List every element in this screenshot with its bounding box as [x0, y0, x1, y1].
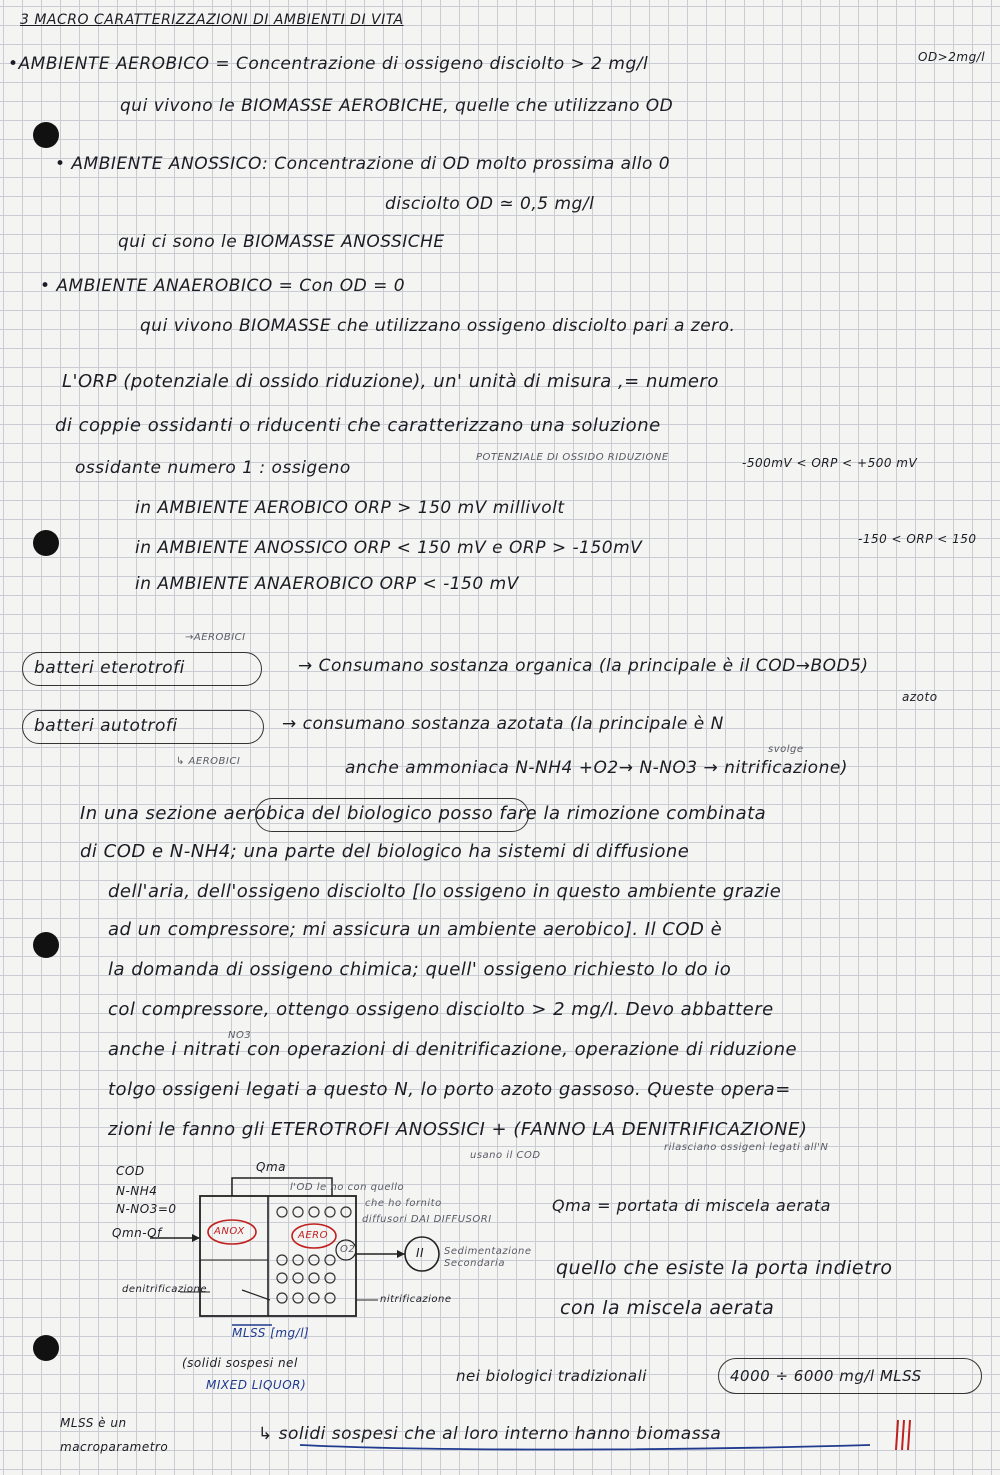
aerobici-label: →AEROBICI: [185, 632, 246, 643]
qma-line-2: quello che esiste la porta indietro: [556, 1257, 893, 1279]
denitrificazione-label: denitrificazione: [122, 1284, 207, 1295]
batteri-autotrofi-text: → consumano sostanza azotata (la principale è N: [282, 714, 724, 734]
orp-definition: L'ORP (potenziale di ossido riduzione), un' unità di misura ,= numero: [62, 371, 719, 392]
solidi-sospesi-2: MIXED LIQUOR): [206, 1378, 307, 1392]
vasca-line-3: dell'aria, dell'ossigeno disciolto [lo ossigeno in questo ambiente grazie: [108, 881, 782, 902]
orp-ossidante: ossidante numero 1 : ossigeno: [75, 458, 351, 478]
nas-note: NO3: [228, 1030, 252, 1041]
batteri-eterotrofi-label: batteri eterotrofi: [34, 658, 185, 678]
qma-line-3: con la miscela aerata: [560, 1297, 775, 1319]
aerobici-label-2: ↳ AEROBICI: [176, 756, 241, 767]
aerobico-definition: •AMBIENTE AEROBICO = Concentrazione di ossigeno disciolto > 2 mg/l: [8, 54, 649, 74]
schema-qmn: Qmn-Qf: [112, 1226, 162, 1240]
sedimentazione-number: II: [416, 1246, 425, 1260]
solidi-sospesi-biomassa: ↳ solidi sospesi che al loro interno hanno biomassa: [258, 1424, 722, 1444]
vasca-line-7: anche i nitrati con operazioni di denitrificazione, operazione di riduzione: [108, 1039, 798, 1060]
vasca-note-ossigeni: rilasciano ossigeni legati all'N: [664, 1142, 829, 1153]
schema-qma: Qma: [256, 1160, 286, 1174]
biologici-tradizionali: nei biologici tradizionali: [456, 1367, 647, 1385]
vasca-line-8: tolgo ossigeni legati a questo N, lo porto azoto gassoso. Queste opera=: [108, 1079, 791, 1100]
orp-anaerobico: in AMBIENTE ANAEROBICO ORP < -150 mV: [135, 574, 519, 594]
mlss-label: MLSS [mg/l]: [232, 1326, 310, 1340]
anaerobico-definition: • AMBIENTE ANAEROBICO = Con OD = 0: [40, 276, 406, 296]
page-title: 3 MACRO CARATTERIZZAZIONI DI AMBIENTI DI VITA: [20, 12, 404, 28]
svolge-note: svolge: [768, 744, 804, 755]
orp-range: -500mV < ORP < +500 mV: [742, 456, 918, 470]
orp-definition-2: di coppie ossidanti o riducenti che caratterizzano una soluzione: [55, 415, 661, 436]
qma-definition: Qma = portata di miscela aerata: [552, 1196, 831, 1215]
orp-small-label: POTENZIALE DI OSSIDO RIDUZIONE: [476, 452, 669, 463]
orp-anossico: in AMBIENTE ANOSSICO ORP < 150 mV e ORP > -150mV: [135, 538, 643, 558]
schema-note-3: diffusori DAI DIFFUSORI: [362, 1214, 492, 1225]
anossico-od: disciolto OD ≃ 0,5 mg/l: [385, 194, 595, 214]
anaerobico-biomasse: qui vivono BIOMASSE che utilizzano ossigeno disciolto pari a zero.: [140, 316, 736, 336]
azoto-note: azoto: [902, 690, 938, 704]
aerobico-note: OD>2mg/l: [918, 50, 986, 64]
schema-anox: ANOX: [214, 1226, 245, 1237]
batteri-autotrofi-ammoniaca: anche ammoniaca N-NH4 +O2→ N-NO3 → nitrificazione): [345, 758, 848, 778]
sedimentazione-label: Sedimentazione Secondaria: [444, 1246, 532, 1269]
schema-no3: N-NO3=0: [116, 1202, 177, 1216]
batteri-autotrofi-label: batteri autotrofi: [34, 716, 178, 736]
vasca-line-6: col compressore, ottengo ossigeno disciolto > 2 mg/l. Devo abbattere: [108, 999, 774, 1020]
anossico-definition: • AMBIENTE ANOSSICO: Concentrazione di OD molto prossima allo 0: [55, 154, 671, 174]
vasca-line-9: zioni le fanno gli ETEROTROFI ANOSSICI + (FANNO LA DENITRIFICAZIONE): [108, 1119, 808, 1140]
vasca-line-5: la domanda di ossigeno chimica; quell' ossigeno richiesto lo do io: [108, 959, 732, 980]
schema-nh4: N-NH4: [116, 1184, 158, 1198]
schema-o2: O2: [340, 1244, 356, 1255]
aerobico-biomasse: qui vivono le BIOMASSE AEROBICHE, quelle che utilizzano OD: [120, 96, 674, 116]
schema-note-1: l'OD le ho con quello: [290, 1182, 405, 1193]
mlss-note-1: MLSS è un: [60, 1416, 127, 1430]
mlss-note-2: macroparametro: [60, 1440, 169, 1454]
vasca-line-4: ad un compressore; mi assicura un ambiente aerobico]. Il COD è: [108, 919, 723, 940]
mlss-value: 4000 ÷ 6000 mg/l MLSS: [730, 1367, 922, 1385]
anossico-biomasse: qui ci sono le BIOMASSE ANOSSICHE: [118, 232, 445, 252]
orp-aerobico: in AMBIENTE AEROBICO ORP > 150 mV millivolt: [135, 498, 565, 518]
vasca-line-2: di COD e N-NH4; una parte del biologico ha sistemi di diffusione: [80, 841, 690, 862]
vasca-note-cod: usano il COD: [470, 1150, 541, 1161]
nitrificazione-label: nitrificazione: [380, 1294, 452, 1305]
solidi-sospesi-1: (solidi sospesi nel: [182, 1356, 298, 1370]
schema-cod: COD: [116, 1164, 145, 1178]
vasca-line-1: In una sezione aerobica del biologico posso fare la rimozione combinata: [80, 803, 767, 824]
schema-aero: AERO: [298, 1230, 328, 1241]
schema-note-2: che ho fornito: [365, 1198, 442, 1209]
batteri-eterotrofi-text: → Consumano sostanza organica (la principale è il COD→BOD5): [298, 656, 869, 676]
orp-anossico-note: -150 < ORP < 150: [858, 532, 977, 546]
